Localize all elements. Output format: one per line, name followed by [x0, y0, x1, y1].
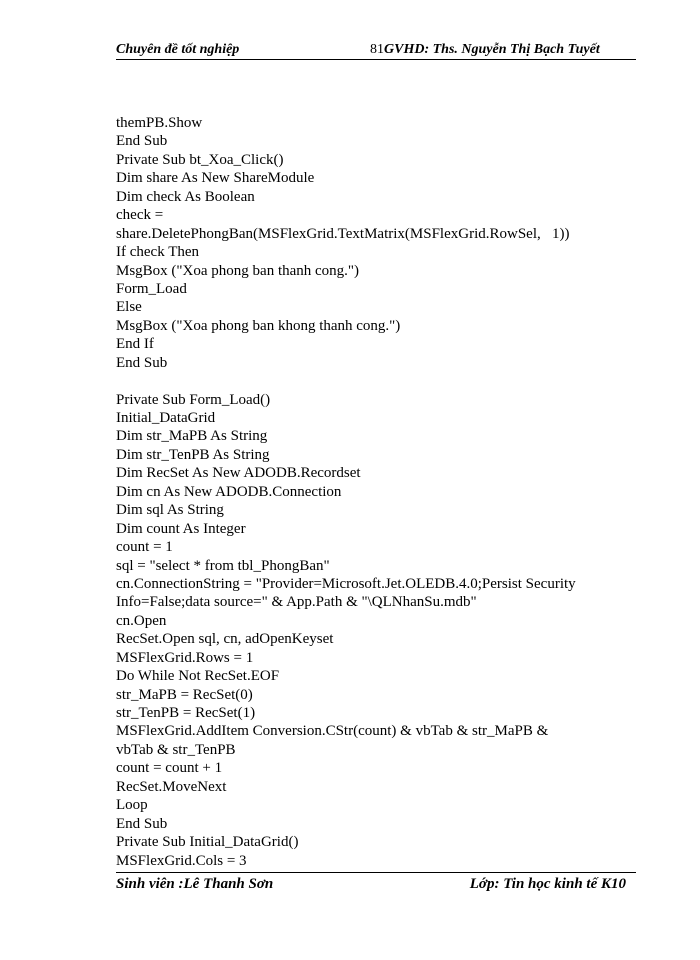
code-line: Dim RecSet As New ADODB.Recordset [116, 465, 361, 482]
code-line: Do While Not RecSet.EOF [116, 668, 280, 685]
code-line: cn.Open [116, 612, 167, 629]
code-line: str_TenPB = RecSet(1) [116, 705, 256, 721]
code-line: Dim cn As New ADODB.Connection [116, 483, 342, 500]
footer-divider [116, 872, 636, 873]
code-line: str_MaPB = RecSet(0) [116, 686, 253, 703]
code-line: MSFlexGrid.Rows = 1 [116, 649, 254, 666]
code-line: End Sub [116, 815, 168, 832]
code-line: RecSet.Open sql, cn, adOpenKeyset [116, 631, 334, 648]
code-line: MsgBox ("Xoa phong ban thanh cong.") [116, 262, 360, 279]
page-footer [116, 876, 636, 898]
code-line: Dim str_MaPB As String [116, 428, 268, 445]
header-page-number: 81 [370, 42, 384, 57]
code-line: share.DeletePhongBan(MSFlexGrid.TextMatrix(MSFlexGrid.RowSel, 1)) [116, 225, 570, 242]
code-line: Private Sub Form_Load() [116, 391, 271, 408]
code-line: End Sub [116, 133, 168, 150]
code-line: Dim check As Boolean [116, 188, 255, 205]
blank-line [116, 372, 646, 390]
code-line: count = count + 1 [116, 760, 223, 777]
code-line: check = [116, 207, 164, 224]
header-supervisor: GVHD: Ths. Nguyễn Thị Bạch Tuyết [384, 42, 600, 57]
code-line: RecSet.MoveNext [116, 778, 227, 795]
footer-student-name: Sinh viên :Lê Thanh Sơn [116, 876, 274, 892]
code-line: Dim sql As String [116, 502, 224, 519]
code-line: Info=False;data source=" & App.Path & "\QLNhanSu.mdb" [116, 594, 477, 611]
code-line: Loop [116, 797, 148, 814]
code-line: MSFlexGrid.Cols = 3 [116, 852, 247, 869]
code-line: Dim count As Integer [116, 520, 246, 537]
code-line: Dim share As New ShareModule [116, 170, 315, 187]
code-line: Initial_DataGrid [116, 410, 216, 426]
code-line: End Sub [116, 354, 168, 371]
code-line: themPB.Show [116, 115, 203, 131]
code-line: MSFlexGrid.AddItem Conversion.CStr(count) & vbTab & str_MaPB & [116, 723, 549, 740]
code-line: cn.ConnectionString = "Provider=Microsoft.Jet.OLEDB.4.0;Persist Security [116, 575, 576, 592]
code-line: count = 1 [116, 539, 173, 556]
code-line: If check Then [116, 244, 200, 261]
code-line: Dim str_TenPB As String [116, 446, 270, 463]
code-line: End If [116, 336, 154, 353]
header-document-title: Chuyên đề tốt nghiệp [116, 42, 240, 57]
code-line: sql = "select * from tbl_PhongBan" [116, 557, 330, 574]
code-line: vbTab & str_TenPB [116, 741, 236, 758]
code-line: Private Sub bt_Xoa_Click() [116, 151, 284, 168]
code-listing [116, 114, 646, 870]
page-header [116, 38, 636, 60]
header-divider [116, 59, 636, 60]
code-line: Form_Load [116, 280, 187, 297]
code-line: Else [116, 299, 142, 316]
footer-class-name: Lớp: Tin học kinh tế K10 [469, 876, 626, 892]
code-line: MsgBox ("Xoa phong ban khong thanh cong.") [116, 317, 401, 334]
code-line: Private Sub Initial_DataGrid() [116, 834, 299, 851]
